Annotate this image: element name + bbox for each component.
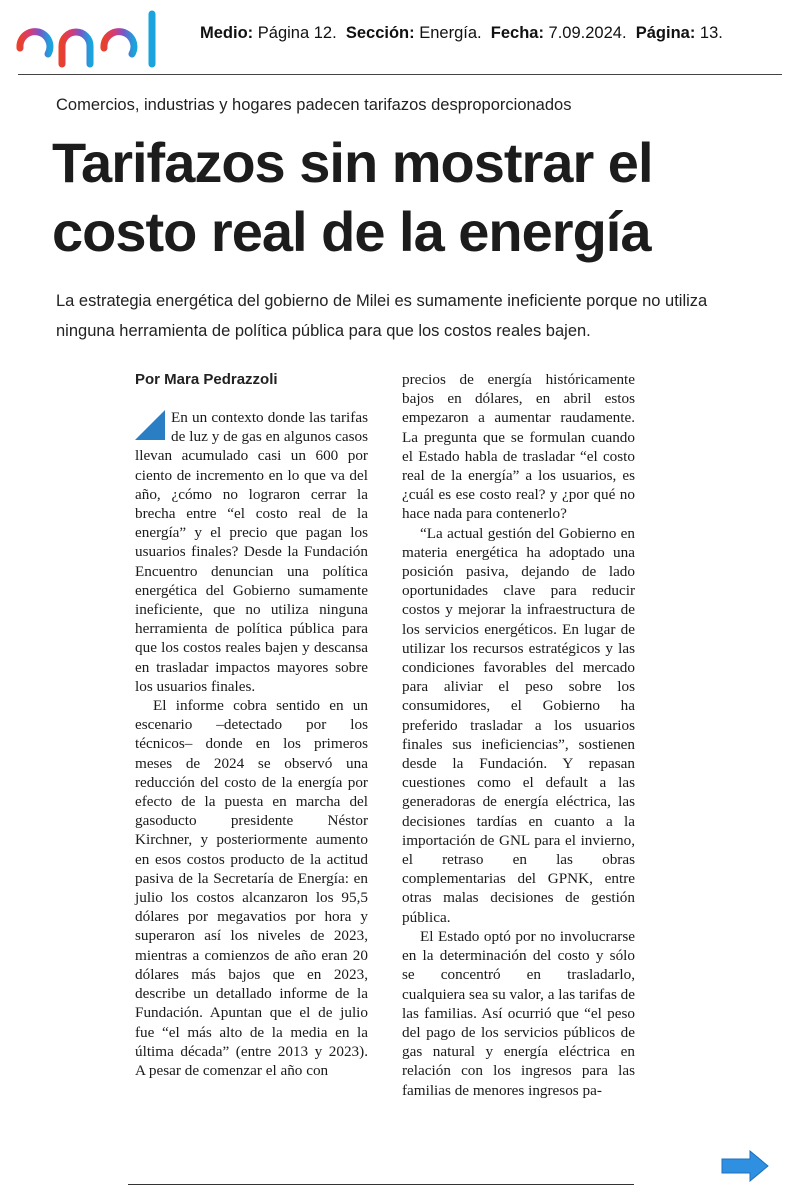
paragraph: El informe cobra sentido en un escenario –detectado por los técnicos– donde en los primeros meses de 2024 se observó una reducción del costo de la energía por efecto de la puesta en marcha del gasoducto presidente Néstor Kirchner, y posteriormente aumento en esos costos producto de la actitud pasiva de la Secretaría de Energía: en julio los costos alcanzaron los 95,5 dólares por megavatios por hora y superaron así los niveles de 2023, mientras a comienzos de año eran 20 dólares más bajos que en 2023, describe un detallado informe de la Fundación. Apuntan que el de julio fue “el más alto de la media en la última década” (entre 2013 y 2023). A pesar de comenzar el año con <box>135 697 368 1079</box>
paragraph: precios de energía históricamente bajos en dólares, en abril estos empezaron a aumentar raudamente. La pregunta que se formulan cuando el Estado habla de trasladar “el costo real de la energía” a los usuarios, es ¿cuál es ese costo real? y ¿por qué no hace nada para contenerlo? <box>402 371 635 523</box>
paragraph: El Estado optó por no involucrarse en la determinación del costo y sólo se concentró en trasladarlo, cualquiera sea su valor, a las tarifas de las familias. Así ocurrió que “el peso del pago de los servicios públicos de gas natural y energía eléctrica en relación con los ingresos para las familias de menores ingresos pa- <box>402 927 636 1099</box>
article-deck: La estrategia energética del gobierno de Milei es sumamente ineficiente porque no utiliza ninguna herramienta de política pública para que los costos reales bajen. <box>56 292 708 340</box>
enel-logo <box>14 8 179 70</box>
publication-metadata <box>200 24 792 43</box>
medio-label: Medio: <box>200 24 254 42</box>
medio-value: Página 12. <box>257 24 337 42</box>
seccion-label: Sección: <box>345 24 415 42</box>
fecha-value: 7.09.2024. <box>548 24 627 42</box>
fecha-label: Fecha: <box>490 24 544 42</box>
triangle-dropcap-icon <box>135 410 165 440</box>
footer-divider <box>128 1184 634 1185</box>
pagina-value: 13. <box>699 24 723 42</box>
article-kicker: Comercios, industrias y hogares padecen tarifazos desproporcionados <box>56 96 572 114</box>
pagina-label: Página: <box>635 24 696 42</box>
seccion-value: Energía. <box>419 24 482 42</box>
article-headline: Tarifazos sin mostrar el costo real de la energía <box>52 131 653 263</box>
article-byline: Por Mara Pedrazzoli <box>135 371 278 388</box>
arrow-right-icon[interactable] <box>720 1150 770 1182</box>
paragraph: “La actual gestión del Gobierno en materia energética ha adoptado una posición pasiva, dejando de lado oportunidades clave para reducir costos y mejorar la infraestructura de los servicios energéticos. En lugar de utilizar los recursos estratégicos y las condiciones favorables del mercado para aliviar el peso sobre los consumidores, el Gobierno ha preferido trasladar a los usuarios finales sus ineficiencias”, sostienen desde la Fundación. Y repasan cuestiones como el default a las generadoras de energía eléctrica, las decisiones tardías en cuanto a la importación de GNL para el invierno, el retraso en las obras complementarias del GPNK, entre otras malas decisiones de gestión pública. <box>402 524 635 926</box>
article-column-2 <box>402 370 635 1100</box>
paragraph-text: En un contexto donde las tarifas de luz y de gas en algunos casos llevan acumulado casi un 600 por ciento de incremento en lo que va del año, ¿cómo no lograron cerrar la brecha entre “el costo real de la energía” y el precio que pagan los usuarios finales? Desde la Fundación Encuentro denuncian una política energética del Gobierno sumamente ineficiente, que no utiliza ninguna herramienta de política pública para que los costos reales bajen y descansa en trasladar impactos mayores sobre los usuarios finales. <box>135 409 368 695</box>
paragraph <box>135 408 368 696</box>
article-column-1 <box>135 408 368 1080</box>
header-divider <box>18 74 782 75</box>
